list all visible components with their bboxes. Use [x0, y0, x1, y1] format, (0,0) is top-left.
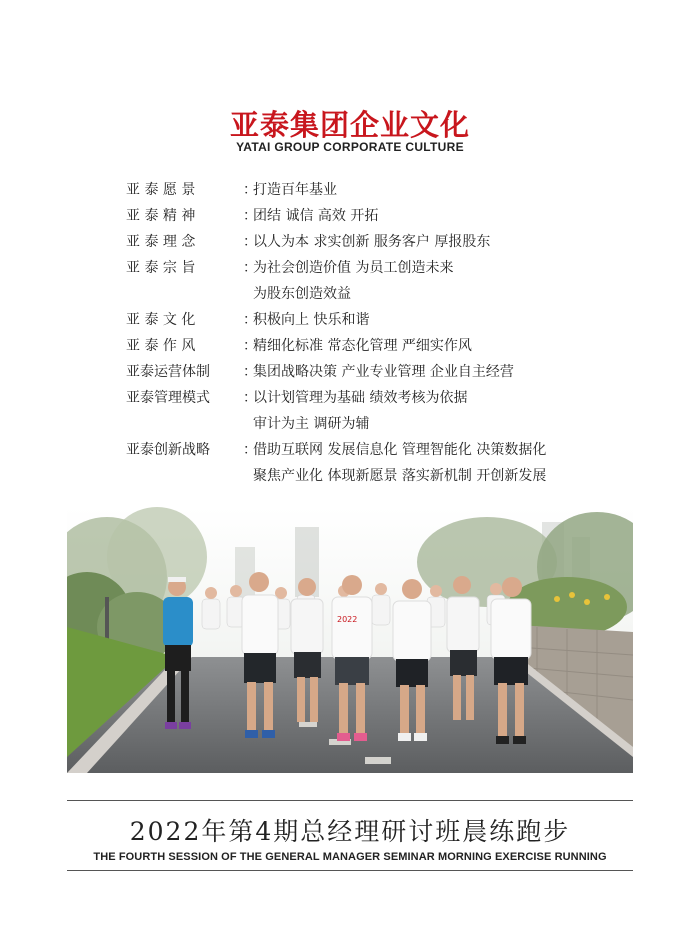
culture-row: 亚 泰 理 念 ： 以人为本 求实创新 服务客户 厚报股东: [126, 229, 646, 255]
photo-caption-cn: 2022年第4期总经理研讨班晨练跑步: [129, 817, 571, 846]
culture-row: 亚 泰 文 化 ： 积极向上 快乐和谐: [126, 307, 646, 333]
culture-value: 积极向上 快乐和谐: [253, 312, 370, 328]
culture-value: 审计为主 调研为辅: [253, 416, 370, 432]
caption-top-rule: [67, 800, 633, 801]
culture-value: 打造百年基业: [253, 182, 337, 198]
culture-label: 亚 泰 理 念: [126, 234, 196, 250]
culture-label: 亚泰管理模式: [126, 390, 210, 406]
culture-row: 亚泰运营体制 ： 集团战略决策 产业专业管理 企业自主经营: [126, 359, 646, 385]
photo-caption-en: THE FOURTH SESSION OF THE GENERAL MANAGER SEMINAR MORNING EXERCISE RUNNING: [93, 851, 607, 863]
culture-label: 亚泰创新战略: [126, 442, 210, 458]
culture-value: 精细化标准 常态化管理 严细实作风: [253, 338, 472, 354]
culture-value: 为股东创造效益: [253, 286, 351, 302]
culture-label: 亚 泰 愿 景: [126, 182, 196, 198]
culture-row-continuation: [126, 463, 646, 489]
culture-value: 为社会创造价值 为员工创造未来: [253, 260, 454, 276]
shirt-logo-text: 2022: [337, 615, 358, 624]
culture-row: 亚泰管理模式 ： 以计划管理为基础 绩效考核为依据: [126, 385, 646, 411]
culture-label: 亚 泰 作 风: [126, 338, 196, 354]
culture-row: 亚 泰 愿 景 ： 打造百年基业: [126, 177, 646, 203]
culture-label: 亚 泰 宗 旨: [126, 260, 196, 276]
page-subtitle: YATAI GROUP CORPORATE CULTURE: [236, 140, 464, 154]
culture-value: 借助互联网 发展信息化 管理智能化 决策数据化: [253, 442, 547, 458]
culture-value: 聚焦产业化 体现新愿景 落实新机制 开创新发展: [253, 468, 547, 484]
culture-row: 亚 泰 宗 旨 ： 为社会创造价值 为员工创造未来: [126, 255, 646, 281]
culture-label: 亚泰运营体制: [126, 364, 210, 380]
culture-value: 集团战略决策 产业专业管理 企业自主经营: [253, 364, 514, 380]
culture-value: 团结 诚信 高效 开拓: [253, 208, 379, 224]
culture-value: 以人为本 求实创新 服务客户 厚报股东: [253, 234, 491, 250]
culture-row-continuation: [126, 281, 646, 307]
culture-row: 亚 泰 作 风 ： 精细化标准 常态化管理 严细实作风: [126, 333, 646, 359]
culture-label: 亚 泰 文 化: [126, 312, 196, 328]
group-running-photo: [67, 507, 633, 773]
culture-list: [126, 177, 646, 489]
caption-bottom-rule: [67, 870, 633, 871]
page-title: 亚泰集团企业文化: [229, 108, 470, 142]
culture-value: 以计划管理为基础 绩效考核为依据: [253, 390, 468, 406]
culture-row-continuation: [126, 411, 646, 437]
culture-row: 亚 泰 精 神 ： 团结 诚信 高效 开拓: [126, 203, 646, 229]
culture-row: 亚泰创新战略 ： 借助互联网 发展信息化 管理智能化 决策数据化: [126, 437, 646, 463]
culture-label: 亚 泰 精 神: [126, 208, 196, 224]
